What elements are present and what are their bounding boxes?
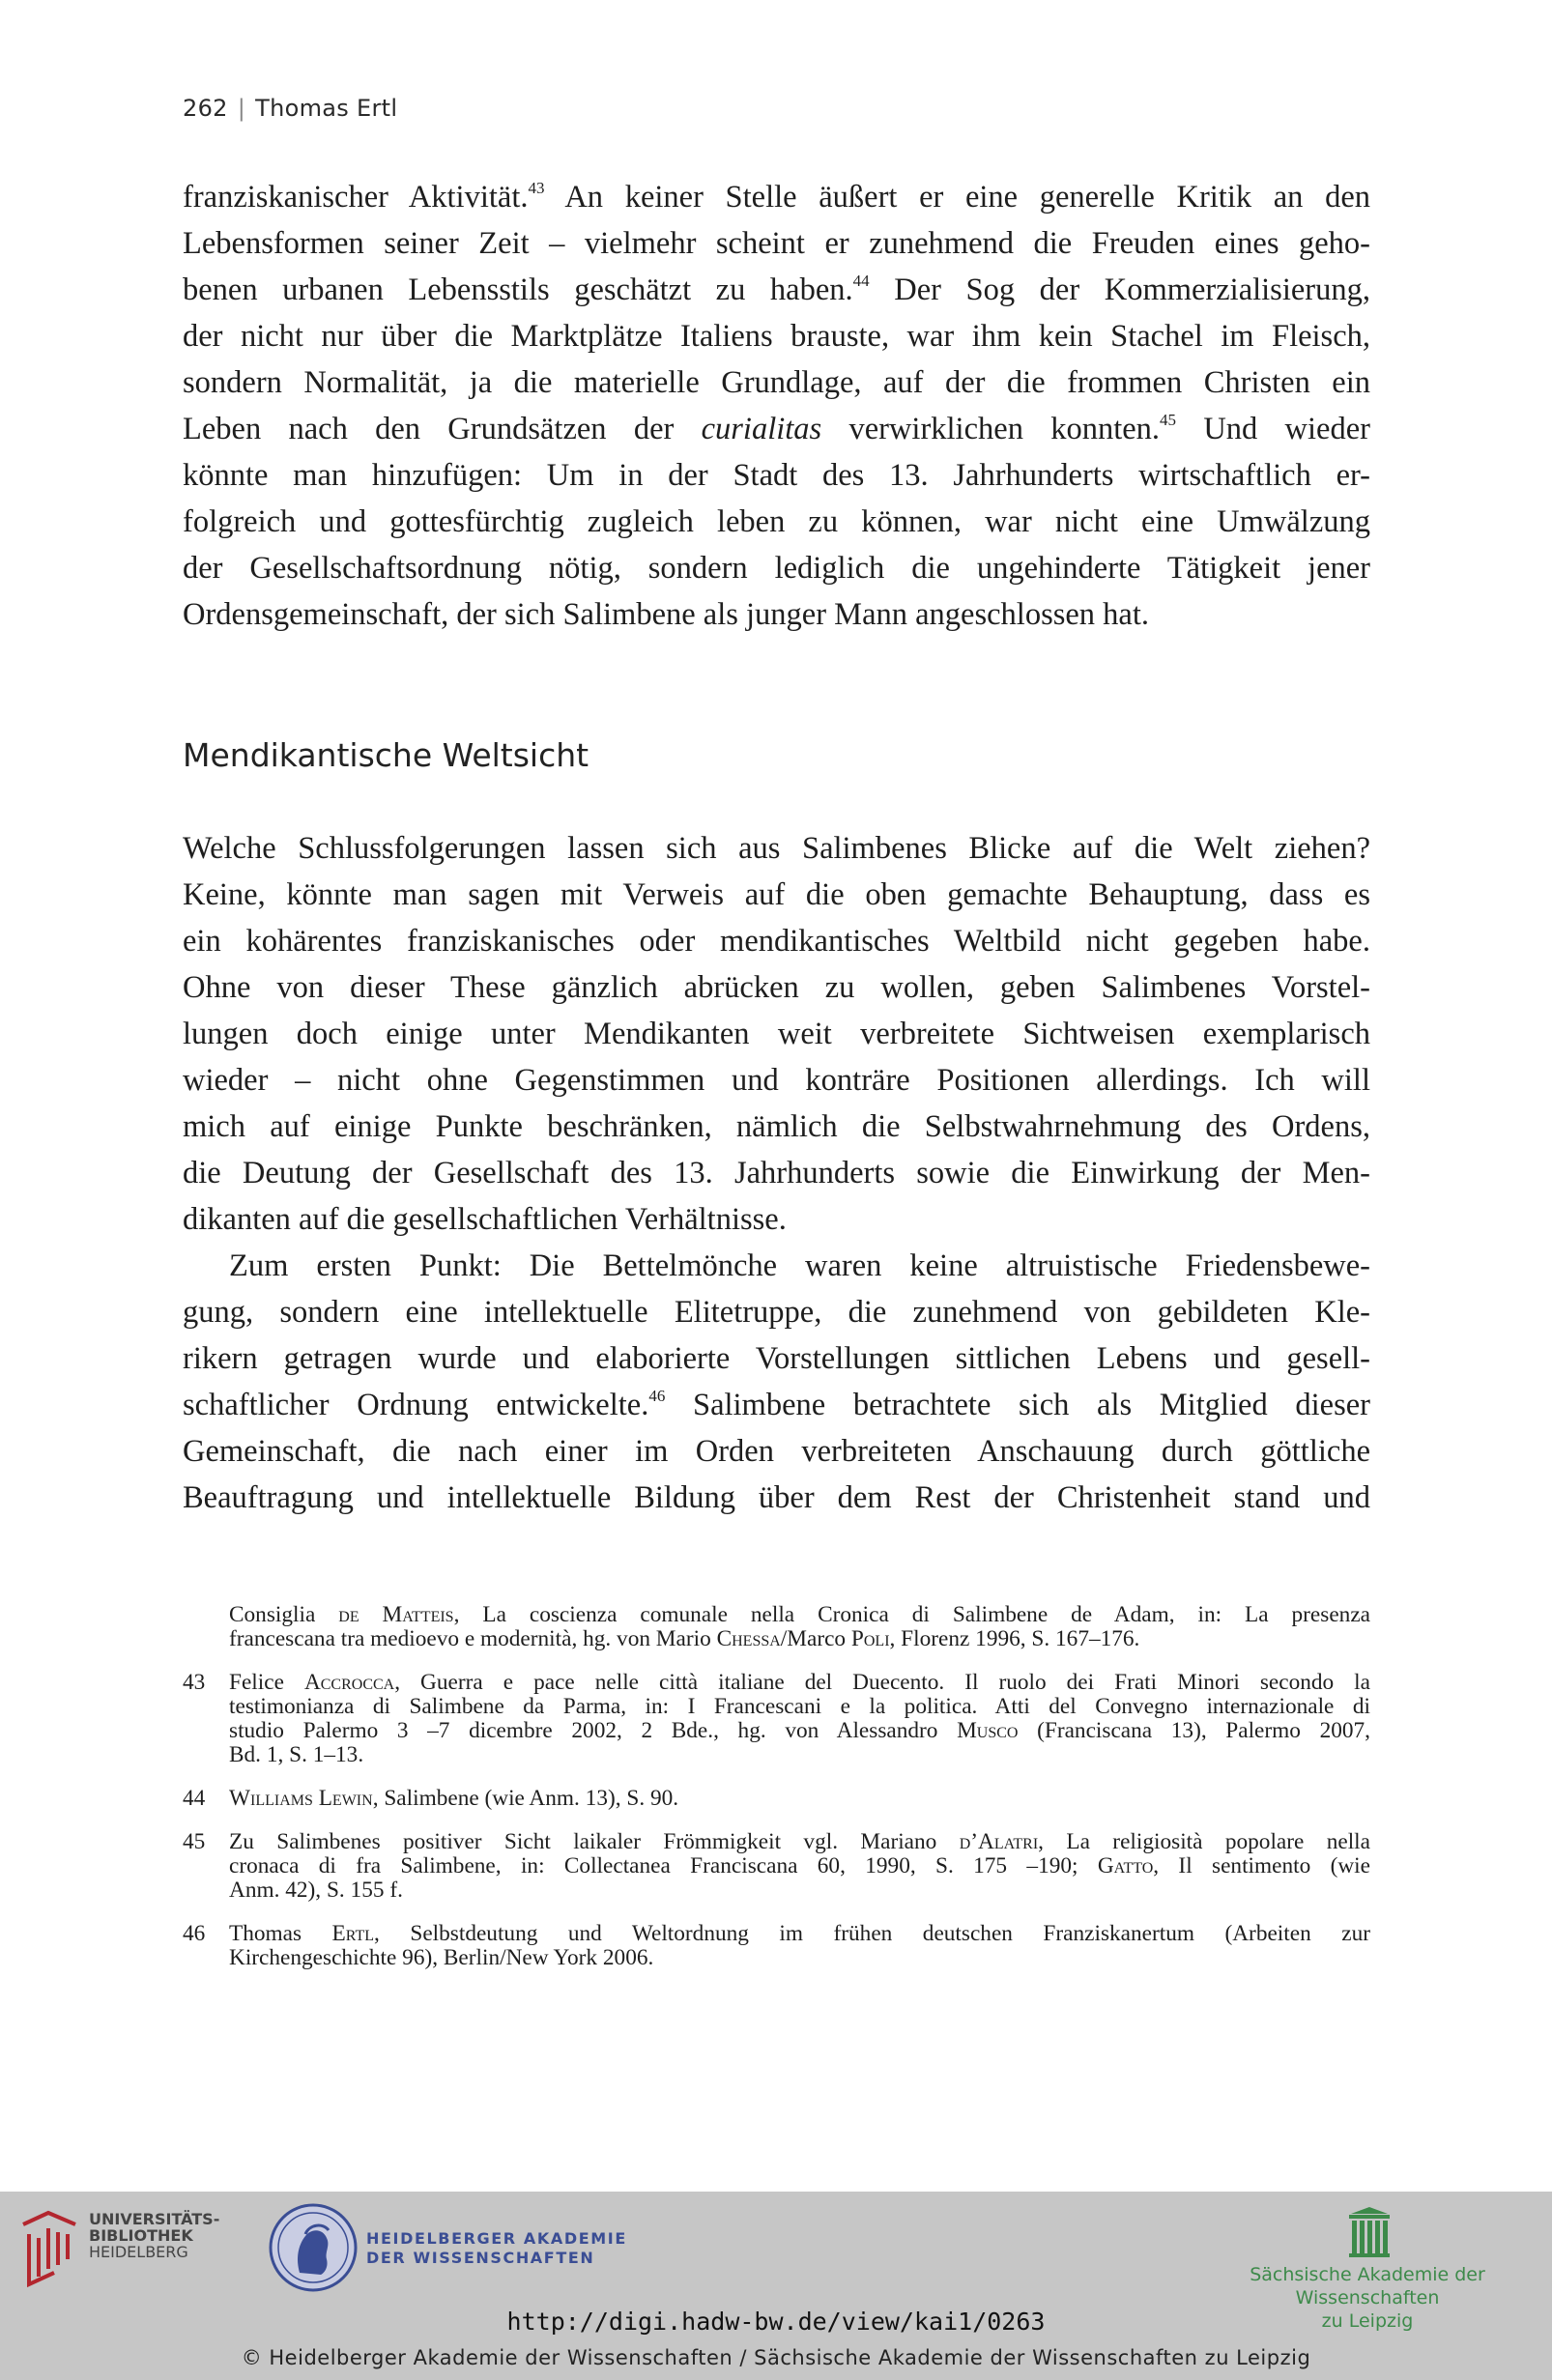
header-separator: |	[237, 95, 246, 122]
text-line: wieder – nicht ohne Gegenstimmen und konträre Positionen allerdings. Ich will	[183, 1063, 1370, 1098]
text-line: der Gesellschaftsordnung nötig, sondern lediglich die ungehinderte Tätigkeit jener	[183, 551, 1370, 586]
permalink-url[interactable]: http://digi.hadw-bw.de/view/kai1/0263	[506, 2308, 1046, 2336]
footnote-number: 46	[183, 1921, 206, 1946]
footnote-line: Williams Lewin, Salimbene (wie Anm. 13), S. 90.	[229, 1786, 679, 1811]
footnote-line: testimonianza di Salimbene da Parma, in: I Francescani e la politica. Atti del Convegno internazionale di	[229, 1694, 1370, 1719]
hadw-label: HEIDELBERGER AKADEMIE DER WISSENSCHAFTEN	[366, 2229, 627, 2267]
section-heading: Mendikantische Weltsicht	[183, 736, 589, 774]
text-line: Leben nach den Grundsätzen der curialitas verwirklichen konnten.$^{45}$ Und wieder	[183, 411, 1370, 446]
text-line: Keine, könnte man sagen mit Verweis auf die oben gemachte Behauptung, dass es	[183, 877, 1370, 912]
footnote-ref: 45	[1160, 411, 1177, 429]
text-line: franziskanischer Aktivität.$^{43}$ An keiner Stelle äußert er eine generelle Kritik an den	[183, 179, 1370, 215]
text-line: der nicht nur über die Marktplätze Italiens brauste, war ihm kein Stachel im Fleisch,	[183, 319, 1370, 354]
footnote-number: 45	[183, 1829, 206, 1854]
footnote-line: Thomas Ertl, Selbstdeutung und Weltordnung im frühen deutschen Franziskanertum (Arbeiten zur	[229, 1921, 1370, 1946]
text-line: Ordensgemeinschaft, der sich Salimbene als junger Mann angeschlossen hat.	[183, 597, 1149, 632]
text-line: rikern getragen wurde und elaborierte Vorstellungen sittlichen Lebens und gesell-	[183, 1341, 1370, 1376]
text-line: schaftlicher Ordnung entwickelte.$^{46}$ Salimbene betrachtete sich als Mitglied dieser	[183, 1387, 1370, 1422]
text-line: Beauftragung und intellektuelle Bildung über dem Rest der Christenheit stand und	[183, 1480, 1370, 1515]
footnote-line: Anm. 42), S. 155 f.	[229, 1878, 403, 1903]
footnote-ref: 43	[528, 179, 545, 197]
ub-heidelberg-logo-icon[interactable]	[15, 2205, 83, 2297]
text-line: lungen doch einige unter Mendikanten weit verbreitete Sichtweisen exemplarisch	[183, 1017, 1370, 1051]
footnote-line: Zu Salimbenes positiver Sicht laikaler Frömmigkeit vgl. Mariano d’Alatri, La religiosità popolare nella	[229, 1829, 1370, 1854]
text-line: Zum ersten Punkt: Die Bettelmönche waren keine altruistische Friedensbewe-	[229, 1248, 1370, 1283]
saw-building-icon[interactable]	[1349, 2207, 1390, 2262]
footnote-number: 44	[183, 1786, 206, 1811]
text-line: folgreich und gottesfürchtig zugleich leben zu können, war nicht eine Umwälzung	[183, 504, 1370, 539]
footnote-number: 43	[183, 1670, 206, 1695]
text-line: Welche Schlussfolgerungen lassen sich aus Salimbenes Blicke auf die Welt ziehen?	[183, 831, 1370, 866]
footnote-line: studio Palermo 3 –7 dicembre 2002, 2 Bde., hg. von Alessandro Musco (Franciscana 13), Palermo 2007,	[229, 1718, 1370, 1743]
saw-label: Sächsische Akademie der Wissenschaften zu Leipzig	[1250, 2264, 1485, 2332]
italic-term: curialitas	[701, 412, 822, 446]
copyright-notice: © Heidelberger Akademie der Wissenschaften / Sächsische Akademie der Wissenschaften zu Leipzig	[241, 2346, 1311, 2369]
text-line: könnte man hinzufügen: Um in der Stadt des 13. Jahrhunderts wirtschaftlich er-	[183, 458, 1370, 493]
footnote-line: cronaca di fra Salimbene, in: Collectanea Franciscana 60, 1990, S. 175 –190; Gatto, Il sentimento (wie	[229, 1853, 1370, 1878]
footnote-line: Consiglia de Matteis, La coscienza comunale nella Cronica di Salimbene de Adam, in: La presenza	[229, 1602, 1371, 1627]
text-line: ein kohärentes franziskanisches oder mendikantisches Weltbild nicht gegeben habe.	[183, 924, 1370, 959]
text-line: benen urbanen Lebensstils geschätzt zu haben.$^{44}$ Der Sog der Kommerzialisierung,	[183, 272, 1370, 307]
footnote-line: francescana tra medioevo e modernità, hg. von Mario Chessa/Marco Poli, Florenz 1996, S. 167–176.	[229, 1626, 1140, 1651]
footnote-ref: 46	[648, 1387, 666, 1405]
text-line: die Deutung der Gesellschaft des 13. Jahrhunderts sowie die Einwirkung der Men-	[183, 1156, 1370, 1190]
footnote-ref: 44	[852, 272, 870, 290]
text-line: Ohne von dieser These gänzlich abrücken zu wollen, geben Salimbenes Vorstel-	[183, 970, 1370, 1005]
footnote-line: Kirchengeschichte 96), Berlin/New York 2006.	[229, 1945, 654, 1970]
text-line: sondern Normalität, ja die materielle Grundlage, auf der die frommen Christen ein	[183, 365, 1370, 400]
running-header	[183, 95, 397, 122]
text-line: Lebensformen seiner Zeit – vielmehr scheint er zunehmend die Freuden eines geho-	[183, 226, 1370, 261]
text-line: Gemeinschaft, die nach einer im Orden verbreiteten Anschauung durch göttliche	[183, 1434, 1370, 1469]
text-line: dikanten auf die gesellschaftlichen Verhältnisse.	[183, 1202, 787, 1237]
footnote-line: Felice Accrocca, Guerra e pace nelle città italiane del Duecento. Il ruolo dei Frati Minori secondo la	[229, 1670, 1370, 1695]
page-number: 262	[183, 95, 228, 122]
text-line: mich auf einige Punkte beschränken, nämlich die Selbstwahrnehmung des Ordens,	[183, 1109, 1370, 1144]
ub-heidelberg-label: UNIVERSITÄTS- BIBLIOTHEK HEIDELBERG	[89, 2210, 220, 2261]
header-author: Thomas Ertl	[255, 95, 398, 122]
hadw-seal-icon[interactable]	[267, 2201, 359, 2299]
text-line: gung, sondern eine intellektuelle Elitetruppe, die zunehmend von gebildeten Kle-	[183, 1295, 1370, 1330]
footnote-line: Bd. 1, S. 1–13.	[229, 1742, 364, 1767]
